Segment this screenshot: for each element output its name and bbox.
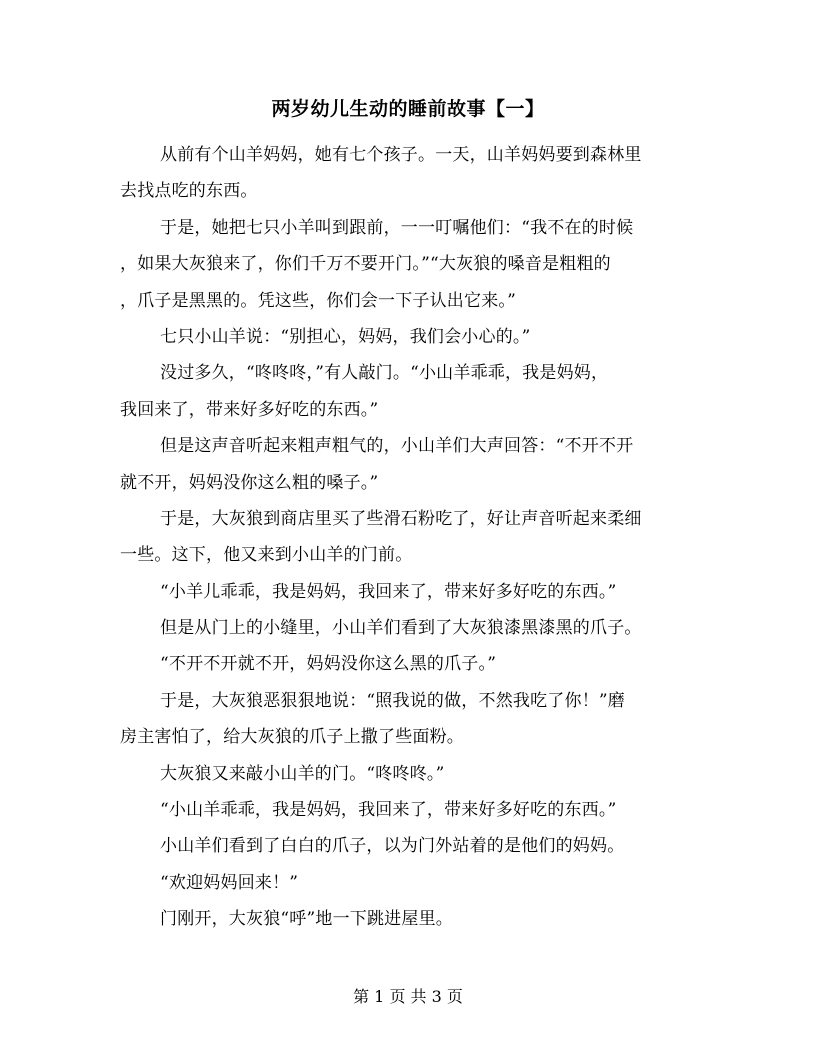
paragraph — [120, 683, 692, 756]
paragraph — [120, 901, 692, 937]
text-line: “小山羊乖乖，我是妈妈，我回来了，带来好多好吃的东西。” — [160, 800, 617, 821]
paragraph — [120, 319, 692, 355]
text-line: ，爪子是黑黑的。凭这些，你们会一下子认出它来。” — [120, 290, 516, 311]
paragraph — [120, 428, 692, 501]
paragraph — [120, 610, 692, 646]
paragraph — [120, 865, 692, 901]
text-line: 一些。这下，他又来到小山羊的门前。 — [120, 545, 413, 566]
paragraph — [120, 756, 692, 792]
text-line: “不开不开就不开，妈妈没你这么黑的爪子。” — [160, 654, 497, 675]
text-line: 门刚开，大灰狼“呼”地一下跳进屋里。 — [160, 909, 453, 930]
text-line: “小羊儿乖乖，我是妈妈，我回来了，带来好多好吃的东西。” — [160, 581, 617, 602]
text-line: 没过多久，“咚咚咚，”有人敲门。“小山羊乖乖，我是妈妈， — [160, 363, 609, 384]
text-line: 就不开，妈妈没你这么粗的嗓子。” — [120, 472, 379, 493]
paragraph — [120, 574, 692, 610]
text-line: 但是从门上的小缝里，小山羊们看到了大灰狼漆黑漆黑的爪子。 — [160, 618, 642, 639]
document-title: 两岁幼儿生动的睡前故事【一】 — [271, 98, 545, 120]
paragraph — [120, 828, 692, 864]
text-line: 于是，她把七只小羊叫到跟前，一一叮嘱他们：“我不在的时候 — [160, 217, 634, 238]
text-line: 于是，大灰狼恶狠狠地说：“照我说的做，不然我吃了你！”磨 — [160, 690, 625, 711]
paragraph — [120, 355, 692, 428]
page-number-footer: 第 1 页 共 3 页 — [353, 987, 463, 1006]
document-body — [120, 137, 692, 938]
text-line: 从前有个山羊妈妈，她有七个孩子。一天，山羊妈妈要到森林里 — [160, 145, 642, 165]
text-line: 七只小山羊说：“别担心，妈妈，我们会小心的。” — [160, 326, 531, 347]
text-line: 大灰狼又来敲小山羊的门。“咚咚咚。” — [160, 763, 445, 784]
paragraph — [120, 137, 692, 210]
text-line: “欢迎妈妈回来！” — [160, 872, 299, 893]
paragraph — [120, 646, 692, 682]
text-line: 房主害怕了，给大灰狼的爪子上撒了些面粉。 — [120, 727, 464, 748]
paragraph — [120, 210, 692, 319]
text-line: 小山羊们看到了白白的爪子，以为门外站着的是他们的妈妈。 — [160, 836, 625, 857]
text-line: 我回来了，带来好多好吃的东西。” — [120, 399, 379, 420]
text-line: 但是这声音听起来粗声粗气的，小山羊们大声回答：“不开不开 — [160, 436, 634, 457]
text-line: 去找点吃的东西。 — [120, 181, 258, 202]
paragraph — [120, 792, 692, 828]
paragraph — [120, 501, 692, 574]
text-line: 于是，大灰狼到商店里买了些滑石粉吃了，好让声音听起来柔细 — [160, 508, 642, 529]
text-line: ，如果大灰狼来了，你们千万不要开门。”“大灰狼的嗓音是粗粗的 — [120, 254, 611, 275]
